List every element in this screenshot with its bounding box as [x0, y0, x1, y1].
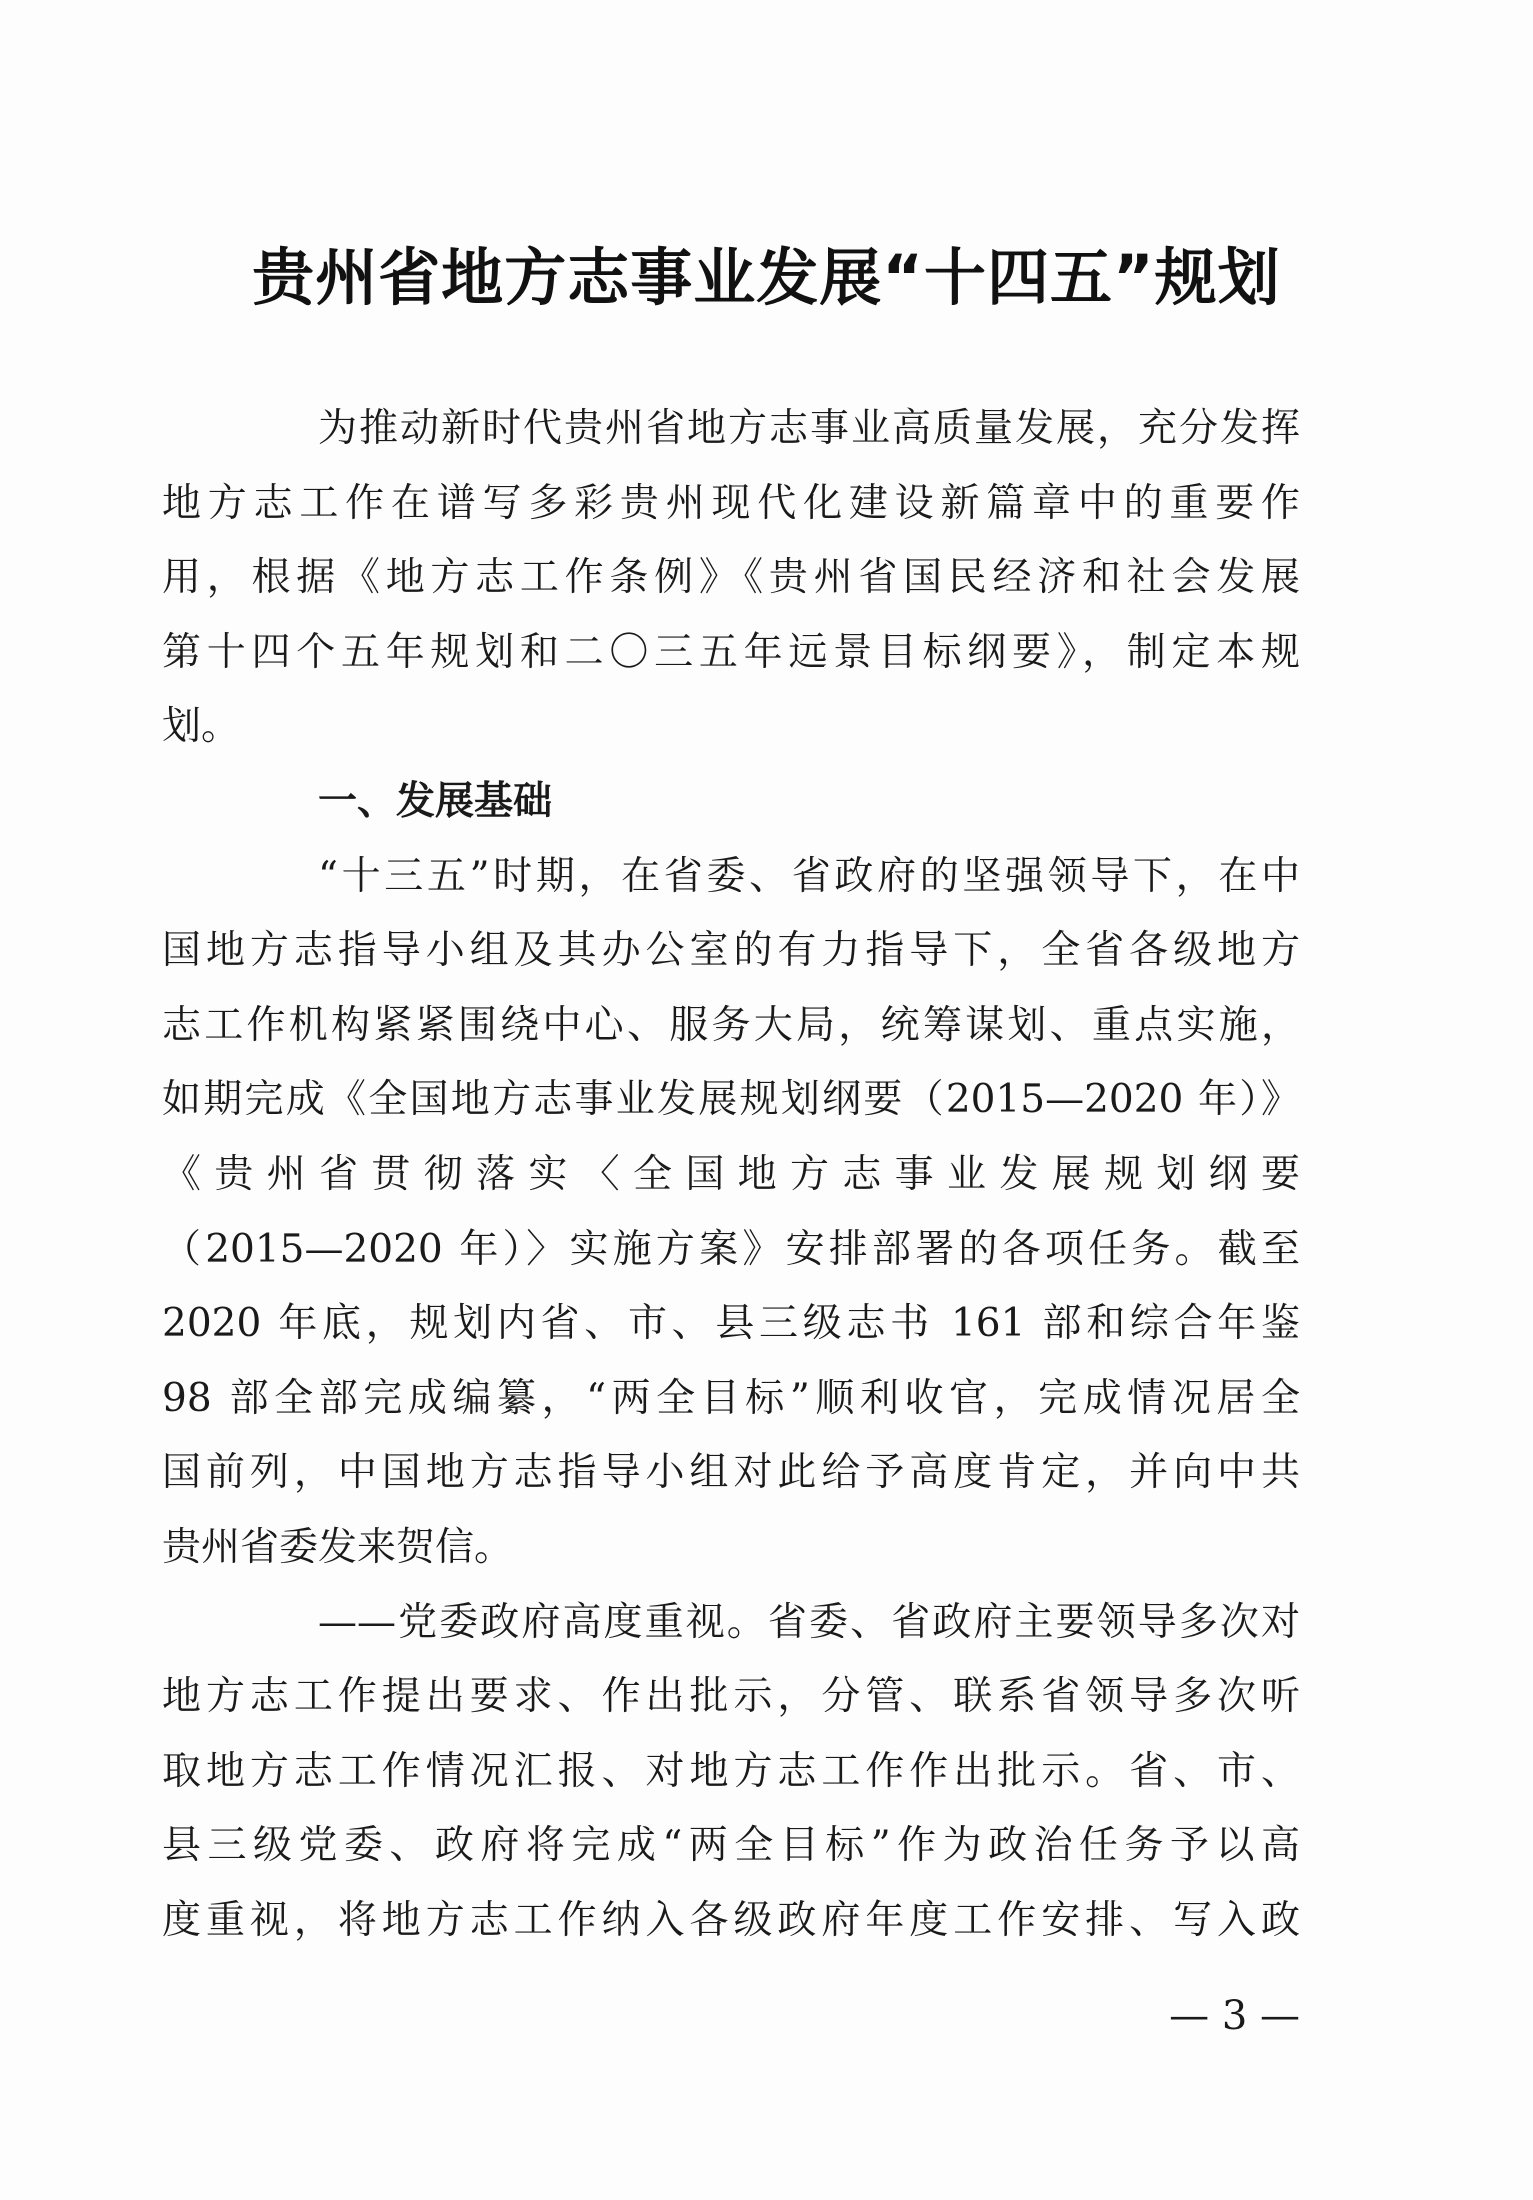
text-line: 用，根据《地方志工作条例》《贵州省国民经济和社会发展 [162, 555, 1300, 601]
text-line: “十三五”时期，在省委、省政府的坚强领导下，在中 [318, 853, 1300, 899]
text-line: 地方志工作提出要求、作出批示，分管、联系省领导多次听 [162, 1674, 1300, 1720]
text-line: 为推动新时代贵州省地方志事业高质量发展，充分发挥 [318, 406, 1300, 451]
text-line: 度重视，将地方志工作纳入各级政府年度工作安排、写入政 [162, 1897, 1300, 1943]
text-line: 第十四个五年规划和二〇三五年远景目标纲要》，制定本规 [162, 629, 1300, 675]
support-paragraph [162, 1586, 1300, 1959]
text-line: 志工作机构紧紧围绕中心、服务大局，统筹谋划、重点实施， [162, 1002, 1300, 1048]
text-line: 地方志工作在谱写多彩贵州现代化建设新篇章中的重要作 [162, 480, 1300, 526]
text-line: 《贵州省贯彻落实〈全国地方志事业发展规划纲要 [162, 1151, 1300, 1197]
intro-paragraph [162, 392, 1300, 765]
text-line: 如期完成《全国地方志事业发展规划纲要（2015—2020 年）》 [162, 1077, 1300, 1123]
text-line: 划。 [162, 704, 241, 750]
document-title: 贵州省地方志事业发展“十四五”规划 [252, 241, 1281, 314]
text-line: 县三级党委、政府将完成“两全目标”作为政治任务予以高 [162, 1823, 1300, 1869]
text-line: 取地方志工作情况汇报、对地方志工作作出批示。省、市、 [162, 1748, 1300, 1794]
basis-paragraph [162, 840, 1300, 1586]
section-heading: 一、发展基础 [318, 778, 553, 824]
text-line: ——党委政府高度重视。省委、省政府主要领导多次对 [318, 1599, 1300, 1645]
page-number: — 3 — [1169, 1993, 1300, 2039]
text-line: （2015—2020 年）〉实施方案》安排部署的各项任务。截至 [162, 1226, 1300, 1272]
text-line: 国前列，中国地方志指导小组对此给予高度肯定，并向中共 [162, 1450, 1300, 1496]
text-line: 国地方志指导小组及其办公室的有力指导下，全省各级地方 [162, 928, 1300, 974]
text-line: 贵州省委发来贺信。 [162, 1524, 514, 1570]
text-line: 2020 年底，规划内省、市、县三级志书 161 部和综合年鉴 [162, 1301, 1300, 1347]
text-line: 98 部全部完成编纂，“两全目标”顺利收官，完成情况居全 [162, 1375, 1300, 1421]
document-body [162, 392, 1300, 1958]
